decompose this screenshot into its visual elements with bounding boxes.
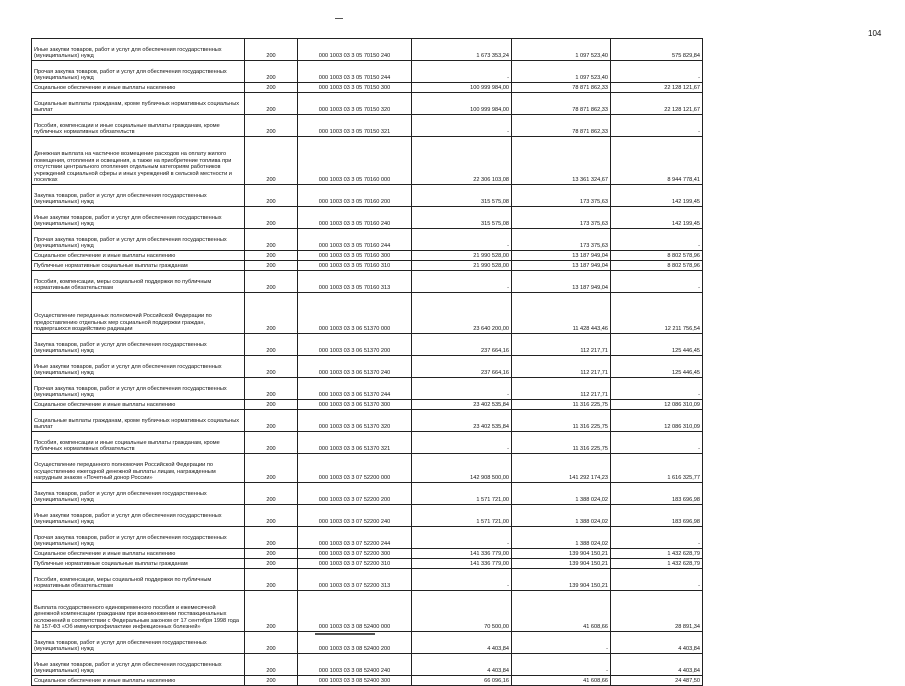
row-unexecuted-amount: 125 446,45 — [611, 356, 703, 378]
table-row — [32, 432, 703, 454]
row-unexecuted-amount: 8 802 578,96 — [611, 251, 703, 261]
row-budget-code: 000 1003 03 3 06 51370 240 — [298, 356, 412, 378]
row-approved-amount: 237 664,16 — [412, 356, 512, 378]
row-line-code: 200 — [245, 293, 298, 334]
row-budget-code: 000 1003 03 3 05 70150 240 — [298, 39, 412, 61]
row-budget-code: 000 1003 03 3 05 70160 310 — [298, 261, 412, 271]
row-budget-code: 000 1003 03 3 06 51370 321 — [298, 432, 412, 454]
row-name: Социальное обеспечение и иные выплаты населению — [32, 676, 245, 686]
row-budget-code: 000 1003 03 3 06 51370 200 — [298, 334, 412, 356]
row-unexecuted-amount: 22 128 121,67 — [611, 93, 703, 115]
row-name: Социальные выплаты гражданам, кроме публичных нормативных социальных выплат — [32, 93, 245, 115]
row-budget-code: 000 1003 03 3 06 51370 000 — [298, 293, 412, 334]
row-unexecuted-amount: - — [611, 61, 703, 83]
row-name: Закупка товаров, работ и услуг для обеспечения государственных (муниципальных) нужд — [32, 483, 245, 505]
table-row — [32, 483, 703, 505]
table-body — [32, 39, 703, 686]
row-executed-amount: 173 375,63 — [512, 229, 611, 251]
row-line-code: 200 — [245, 454, 298, 483]
row-name: Иные закупки товаров, работ и услуг для обеспечения государственных (муниципальных) нужд — [32, 654, 245, 676]
row-executed-amount: - — [512, 632, 611, 654]
row-budget-code: 000 1003 03 3 08 52400 300 — [298, 676, 412, 686]
row-unexecuted-amount: 575 829,84 — [611, 39, 703, 61]
row-name: Иные закупки товаров, работ и услуг для обеспечения государственных (муниципальных) нужд — [32, 356, 245, 378]
table-row — [32, 527, 703, 549]
table-row — [32, 549, 703, 559]
table-row — [32, 676, 703, 686]
row-line-code: 200 — [245, 251, 298, 261]
table-row — [32, 115, 703, 137]
table-row — [32, 39, 703, 61]
row-approved-amount: 100 999 984,00 — [412, 83, 512, 93]
table-row — [32, 654, 703, 676]
row-budget-code: 000 1003 03 3 05 70160 313 — [298, 271, 412, 293]
row-executed-amount: 141 292 174,23 — [512, 454, 611, 483]
row-budget-code: 000 1003 03 3 05 70160 200 — [298, 185, 412, 207]
row-executed-amount: 173 375,63 — [512, 207, 611, 229]
row-executed-amount: 11 316 225,75 — [512, 410, 611, 432]
row-budget-code: 000 1003 03 3 07 52200 300 — [298, 549, 412, 559]
row-executed-amount: 13 187 949,04 — [512, 251, 611, 261]
row-approved-amount: 142 908 500,00 — [412, 454, 512, 483]
row-approved-amount: - — [412, 378, 512, 400]
row-budget-code: 000 1003 03 3 08 52400 240 — [298, 654, 412, 676]
row-name: Пособия, компенсации и иные социальные выплаты гражданам, кроме публичных нормативных обязательств — [32, 115, 245, 137]
row-name: Социальное обеспечение и иные выплаты населению — [32, 251, 245, 261]
row-budget-code: 000 1003 03 3 05 70160 240 — [298, 207, 412, 229]
row-name: Иные закупки товаров, работ и услуг для обеспечения государственных (муниципальных) нужд — [32, 39, 245, 61]
row-unexecuted-amount: 12 086 310,09 — [611, 400, 703, 410]
table-row — [32, 261, 703, 271]
row-name: Пособия, компенсации, меры социальной поддержки по публичным нормативным обязательствам — [32, 271, 245, 293]
row-line-code: 200 — [245, 93, 298, 115]
row-approved-amount: 237 664,16 — [412, 334, 512, 356]
table-row — [32, 207, 703, 229]
row-name: Закупка товаров, работ и услуг для обеспечения государственных (муниципальных) нужд — [32, 334, 245, 356]
row-unexecuted-amount: 8 802 578,96 — [611, 261, 703, 271]
table-row — [32, 356, 703, 378]
row-executed-amount: - — [512, 654, 611, 676]
row-executed-amount: 11 316 225,75 — [512, 432, 611, 454]
row-approved-amount: - — [412, 527, 512, 549]
table-row — [32, 334, 703, 356]
row-executed-amount: 1 097 523,40 — [512, 61, 611, 83]
row-budget-code: 000 1003 03 3 06 51370 320 — [298, 410, 412, 432]
row-budget-code: 000 1003 03 3 08 52400 200 — [298, 632, 412, 654]
table-row — [32, 93, 703, 115]
row-name: Закупка товаров, работ и услуг для обеспечения государственных (муниципальных) нужд — [32, 185, 245, 207]
table-row — [32, 505, 703, 527]
row-line-code: 200 — [245, 229, 298, 251]
row-budget-code: 000 1003 03 3 07 52200 000 — [298, 454, 412, 483]
row-budget-code: 000 1003 03 3 06 51370 244 — [298, 378, 412, 400]
row-name: Прочая закупка товаров, работ и услуг для обеспечения государственных (муниципальных) нужд — [32, 378, 245, 400]
table-row — [32, 569, 703, 591]
row-name: Пособия, компенсации, меры социальной поддержки по публичным нормативным обязательствам — [32, 569, 245, 591]
row-line-code: 200 — [245, 334, 298, 356]
table-row — [32, 137, 703, 185]
table-row — [32, 229, 703, 251]
table-row — [32, 410, 703, 432]
row-name: Прочая закупка товаров, работ и услуг для обеспечения государственных (муниципальных) нужд — [32, 229, 245, 251]
row-unexecuted-amount: - — [611, 378, 703, 400]
row-unexecuted-amount: 142 199,45 — [611, 185, 703, 207]
row-line-code: 200 — [245, 569, 298, 591]
row-approved-amount: 4 403,84 — [412, 632, 512, 654]
row-budget-code: 000 1003 03 3 07 52200 310 — [298, 559, 412, 569]
row-name: Социальное обеспечение и иные выплаты населению — [32, 400, 245, 410]
row-line-code: 200 — [245, 83, 298, 93]
row-name: Публичные нормативные социальные выплаты гражданам — [32, 261, 245, 271]
row-budget-code: 000 1003 03 3 07 52200 313 — [298, 569, 412, 591]
row-line-code: 200 — [245, 185, 298, 207]
row-approved-amount: 21 990 528,00 — [412, 261, 512, 271]
row-executed-amount: 139 904 150,21 — [512, 549, 611, 559]
row-line-code: 200 — [245, 378, 298, 400]
row-approved-amount: 70 500,00 — [412, 591, 512, 632]
row-line-code: 200 — [245, 591, 298, 632]
row-executed-amount: 41 608,66 — [512, 676, 611, 686]
row-unexecuted-amount: 183 696,98 — [611, 483, 703, 505]
row-approved-amount: 141 336 779,00 — [412, 549, 512, 559]
row-line-code: 200 — [245, 271, 298, 293]
row-budget-code: 000 1003 03 3 05 70150 244 — [298, 61, 412, 83]
row-budget-code: 000 1003 03 3 07 52200 240 — [298, 505, 412, 527]
row-name: Публичные нормативные социальные выплаты гражданам — [32, 559, 245, 569]
row-name: Иные закупки товаров, работ и услуг для обеспечения государственных (муниципальных) нужд — [32, 505, 245, 527]
table-row — [32, 559, 703, 569]
table-row — [32, 293, 703, 334]
table-row — [32, 61, 703, 83]
row-approved-amount: 23 402 535,84 — [412, 400, 512, 410]
row-line-code: 200 — [245, 505, 298, 527]
row-line-code: 200 — [245, 676, 298, 686]
row-unexecuted-amount: 142 199,45 — [611, 207, 703, 229]
row-executed-amount: 139 904 150,21 — [512, 569, 611, 591]
row-unexecuted-amount: - — [611, 569, 703, 591]
row-executed-amount: 112 217,71 — [512, 356, 611, 378]
row-name: Прочая закупка товаров, работ и услуг для обеспечения государственных (муниципальных) нужд — [32, 527, 245, 549]
row-approved-amount: 1 673 353,24 — [412, 39, 512, 61]
row-unexecuted-amount: 12 211 756,54 — [611, 293, 703, 334]
row-approved-amount: 141 336 779,00 — [412, 559, 512, 569]
table-row — [32, 632, 703, 654]
row-executed-amount: 78 871 862,33 — [512, 93, 611, 115]
row-unexecuted-amount: 24 487,50 — [611, 676, 703, 686]
row-executed-amount: 1 097 523,40 — [512, 39, 611, 61]
row-line-code: 200 — [245, 549, 298, 559]
row-line-code: 200 — [245, 356, 298, 378]
row-budget-code: 000 1003 03 3 05 70160 000 — [298, 137, 412, 185]
row-line-code: 200 — [245, 400, 298, 410]
row-approved-amount: 315 575,08 — [412, 185, 512, 207]
row-approved-amount: 100 999 984,00 — [412, 93, 512, 115]
row-executed-amount: 112 217,71 — [512, 334, 611, 356]
row-line-code: 200 — [245, 654, 298, 676]
row-name: Осуществление переданных полномочий Российской Федерации по предоставлению отдельных мер социальной поддержки граждан, подвергшихся воздействию радиации — [32, 293, 245, 334]
row-budget-code: 000 1003 03 3 08 52400 000 — [298, 591, 412, 632]
row-approved-amount: 21 990 528,00 — [412, 251, 512, 261]
row-budget-code: 000 1003 03 3 05 70160 244 — [298, 229, 412, 251]
row-unexecuted-amount: - — [611, 432, 703, 454]
row-executed-amount: 41 608,66 — [512, 591, 611, 632]
row-budget-code: 000 1003 03 3 05 70150 320 — [298, 93, 412, 115]
row-budget-code: 000 1003 03 3 07 52200 244 — [298, 527, 412, 549]
row-executed-amount: 13 361 324,67 — [512, 137, 611, 185]
row-unexecuted-amount: 22 128 121,67 — [611, 83, 703, 93]
row-executed-amount: 1 388 024,02 — [512, 505, 611, 527]
row-unexecuted-amount: 1 432 628,79 — [611, 559, 703, 569]
row-executed-amount: 13 187 949,04 — [512, 261, 611, 271]
row-approved-amount: - — [412, 569, 512, 591]
row-name: Социальное обеспечение и иные выплаты населению — [32, 549, 245, 559]
row-budget-code: 000 1003 03 3 05 70160 300 — [298, 251, 412, 261]
row-budget-code: 000 1003 03 3 07 52200 200 — [298, 483, 412, 505]
row-executed-amount: 11 316 225,75 — [512, 400, 611, 410]
row-name: Выплата государственного единовременного пособия и ежемесячной денежной компенсации гражданам при возникновении поствакцинальных осложнений в соответствии с Федеральным законом от 17 сентября 1998 года № 157-ФЗ «Об иммунопрофилактике инфекционных болезней» — [32, 591, 245, 632]
row-name: Социальное обеспечение и иные выплаты населению — [32, 83, 245, 93]
table-row — [32, 591, 703, 632]
row-line-code: 200 — [245, 527, 298, 549]
row-unexecuted-amount: - — [611, 229, 703, 251]
row-name: Пособия, компенсации и иные социальные выплаты гражданам, кроме публичных нормативных обязательств — [32, 432, 245, 454]
row-line-code: 200 — [245, 632, 298, 654]
row-executed-amount: 139 904 150,21 — [512, 559, 611, 569]
row-line-code: 200 — [245, 61, 298, 83]
row-line-code: 200 — [245, 559, 298, 569]
row-name: Денежная выплата на частичное возмещение расходов на оплату жилого помещения, отопления и освещения, а также на приобретение топлива при отсутствии центрального отопления отдельным категориям работников учреждений социальной сферы и иных учреждений в сельской местности и поселках — [32, 137, 245, 185]
row-name: Осуществление переданного полномочия Российской Федерации по осуществлению ежегодной денежной выплаты лицам, награжденным нагрудным знаком «Почетный донор России» — [32, 454, 245, 483]
row-approved-amount: 22 306 103,08 — [412, 137, 512, 185]
row-approved-amount: 315 575,08 — [412, 207, 512, 229]
row-name: Социальные выплаты гражданам, кроме публичных нормативных социальных выплат — [32, 410, 245, 432]
row-unexecuted-amount: 1 616 325,77 — [611, 454, 703, 483]
row-unexecuted-amount: 4 403,84 — [611, 654, 703, 676]
row-executed-amount: 1 388 024,02 — [512, 527, 611, 549]
row-approved-amount: 4 403,84 — [412, 654, 512, 676]
row-approved-amount: - — [412, 432, 512, 454]
page-number: 104 — [868, 29, 882, 38]
row-name: Прочая закупка товаров, работ и услуг для обеспечения государственных (муниципальных) нужд — [32, 61, 245, 83]
row-executed-amount: 173 375,63 — [512, 185, 611, 207]
row-approved-amount: 1 571 721,00 — [412, 505, 512, 527]
row-line-code: 200 — [245, 115, 298, 137]
table-row — [32, 251, 703, 261]
row-budget-code: 000 1003 03 3 06 51370 300 — [298, 400, 412, 410]
row-line-code: 200 — [245, 137, 298, 185]
row-budget-code: 000 1003 03 3 05 70150 300 — [298, 83, 412, 93]
row-executed-amount: 1 388 024,02 — [512, 483, 611, 505]
row-unexecuted-amount: 12 086 310,09 — [611, 410, 703, 432]
row-approved-amount: 1 571 721,00 — [412, 483, 512, 505]
row-name: Закупка товаров, работ и услуг для обеспечения государственных (муниципальных) нужд — [32, 632, 245, 654]
row-unexecuted-amount: 1 432 628,79 — [611, 549, 703, 559]
row-approved-amount: - — [412, 271, 512, 293]
row-name: Иные закупки товаров, работ и услуг для обеспечения государственных (муниципальных) нужд — [32, 207, 245, 229]
row-line-code: 200 — [245, 432, 298, 454]
row-unexecuted-amount: 28 891,34 — [611, 591, 703, 632]
row-executed-amount: 13 187 949,04 — [512, 271, 611, 293]
row-executed-amount: 11 428 443,46 — [512, 293, 611, 334]
table-row — [32, 378, 703, 400]
row-approved-amount: 66 096,16 — [412, 676, 512, 686]
row-approved-amount: - — [412, 61, 512, 83]
table-row — [32, 454, 703, 483]
table-row — [32, 185, 703, 207]
row-approved-amount: - — [412, 229, 512, 251]
row-executed-amount: 78 871 862,33 — [512, 115, 611, 137]
table-row — [32, 271, 703, 293]
row-line-code: 200 — [245, 39, 298, 61]
scan-mark-top — [335, 18, 343, 19]
row-unexecuted-amount: - — [611, 271, 703, 293]
row-unexecuted-amount: - — [611, 115, 703, 137]
table-row — [32, 83, 703, 93]
row-unexecuted-amount: - — [611, 527, 703, 549]
row-unexecuted-amount: 125 446,45 — [611, 334, 703, 356]
row-line-code: 200 — [245, 261, 298, 271]
row-unexecuted-amount: 8 944 778,41 — [611, 137, 703, 185]
row-line-code: 200 — [245, 410, 298, 432]
row-approved-amount: 23 402 535,84 — [412, 410, 512, 432]
row-unexecuted-amount: 183 696,98 — [611, 505, 703, 527]
budget-execution-table — [31, 38, 703, 686]
table-row — [32, 400, 703, 410]
row-approved-amount: - — [412, 115, 512, 137]
row-unexecuted-amount: 4 403,84 — [611, 632, 703, 654]
row-line-code: 200 — [245, 207, 298, 229]
row-line-code: 200 — [245, 483, 298, 505]
row-approved-amount: 23 640 200,00 — [412, 293, 512, 334]
row-executed-amount: 112 217,71 — [512, 378, 611, 400]
row-executed-amount: 78 871 862,33 — [512, 83, 611, 93]
row-budget-code: 000 1003 03 3 05 70150 321 — [298, 115, 412, 137]
